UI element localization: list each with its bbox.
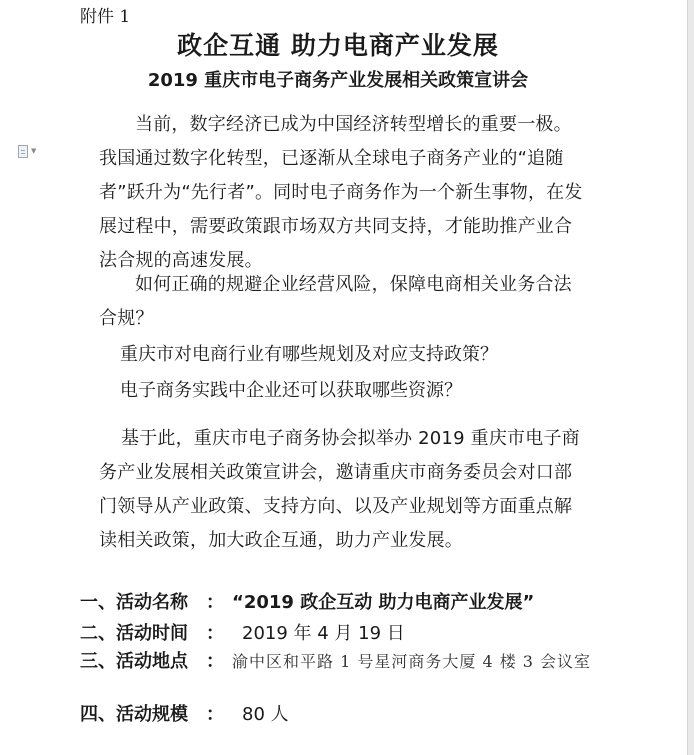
intro-paragraph: 当前，数字经济已成为中国经济转型增长的重要一极。我国通过数字化转型，已逐渐从全球电子商务产业的“追随者”跃升为“先行者”。同时电子商务作为一个新生事物，在发展过程中，需要政策跟市场双方共同支持，才能助推产业合法合规的高速发展。	[99, 114, 583, 271]
event-name-label: 一、活动名称	[80, 592, 188, 613]
chevron-down-icon: ▼	[31, 146, 37, 155]
event-time-value: 2019 年 4 月 19 日	[242, 623, 405, 644]
event-name-row	[80, 589, 534, 617]
scrollbar[interactable]	[687, 0, 694, 755]
purpose-paragraph: 基于此，重庆市电子商务协会拟举办 2019 重庆市电子商务产业发展相关政策宣讲会，邀请重庆市商务委员会对口部门领导从产业政策、支持方向、以及产业规划等方面重点解读相关政策，加大政企互通，助力产业发展。	[99, 428, 580, 551]
colon: ：	[206, 623, 224, 644]
event-place-value: 渝中区和平路 1 号星河商务大厦 4 楼 3 会议室	[232, 652, 592, 671]
event-name-value: “2019 政企互动 助力电商产业发展”	[232, 592, 535, 613]
event-time-label: 二、活动时间	[80, 623, 188, 644]
document-title: 政企互通 助力电商产业发展	[177, 31, 499, 60]
question-resources: 电子商务实践中企业还可以获取哪些资源？	[120, 380, 462, 401]
colon: ：	[206, 651, 224, 672]
risk-paragraph: 如何正确的规避企业经营风险，保障电商相关业务合法合规？	[99, 274, 572, 329]
document-subtitle: 2019 重庆市电子商务产业发展相关政策宣讲会	[147, 70, 529, 91]
document-icon[interactable]	[18, 143, 48, 159]
event-scale-row	[80, 701, 289, 729]
event-scale-label: 四、活动规模	[80, 704, 188, 725]
event-place-row	[80, 648, 591, 676]
colon: ：	[206, 704, 224, 725]
event-scale-value: 80 人	[242, 704, 289, 725]
question-policy: 重庆市对电商行业有哪些规划及对应支持政策？	[120, 344, 498, 365]
attachment-label: 附件 1	[80, 7, 131, 27]
page-glyph	[18, 145, 28, 158]
event-place-label: 三、活动地点	[80, 651, 188, 672]
colon: ：	[206, 592, 224, 613]
event-time-row	[80, 620, 405, 648]
